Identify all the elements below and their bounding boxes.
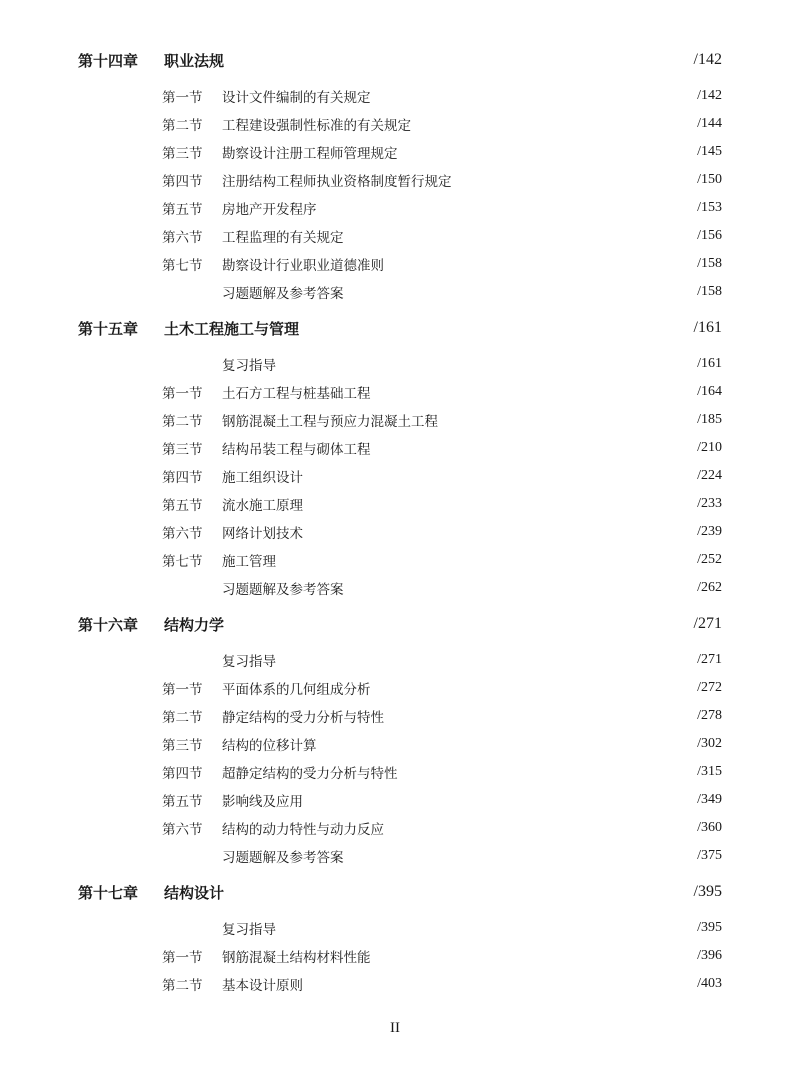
section-title: 基本设计原则 xyxy=(222,978,303,994)
section-row xyxy=(162,519,722,545)
section-title: 网络计划技术 xyxy=(222,526,303,542)
section-title: 勘察设计行业职业道德准则 xyxy=(222,258,384,274)
page-number: /375 xyxy=(697,848,722,863)
section-title: 结构的位移计算 xyxy=(222,738,317,754)
section-number: 第一节 xyxy=(162,386,203,402)
section-number: 第六节 xyxy=(162,822,203,838)
section-row xyxy=(162,915,722,941)
page-number: /153 xyxy=(697,200,722,215)
section-row xyxy=(162,815,722,841)
section-title: 超静定结构的受力分析与特性 xyxy=(222,766,398,782)
section-number: 第四节 xyxy=(162,470,203,486)
section-title: 习题题解及参考答案 xyxy=(222,582,344,598)
section-title: 流水施工原理 xyxy=(222,498,303,514)
page-number: /150 xyxy=(697,172,722,187)
page-number: /142 xyxy=(693,51,722,68)
chapter-number: 第十七章 xyxy=(78,883,139,902)
page-number: /252 xyxy=(697,552,722,567)
section-row xyxy=(162,379,722,405)
section-title: 复习指导 xyxy=(222,922,276,938)
section-row xyxy=(162,943,722,969)
page-number: /395 xyxy=(697,920,722,935)
section-row xyxy=(162,407,722,433)
section-row xyxy=(162,491,722,517)
section-row xyxy=(162,731,722,757)
chapter-title: 土木工程施工与管理 xyxy=(164,319,300,338)
chapter-number: 第十四章 xyxy=(78,51,139,70)
section-number: 第二节 xyxy=(162,710,203,726)
page-number: /210 xyxy=(697,440,722,455)
section-number: 第三节 xyxy=(162,738,203,754)
section-row xyxy=(162,547,722,573)
section-row xyxy=(162,139,722,165)
section-row xyxy=(162,279,722,305)
section-title: 房地产开发程序 xyxy=(222,202,317,218)
page-number: /271 xyxy=(697,652,722,667)
section-title: 习题题解及参考答案 xyxy=(222,850,344,866)
page-number: /360 xyxy=(697,820,722,835)
page-number: /224 xyxy=(697,468,722,483)
section-title: 复习指导 xyxy=(222,358,276,374)
page-number: /315 xyxy=(697,764,722,779)
section-title: 结构吊装工程与砌体工程 xyxy=(222,442,371,458)
section-number: 第七节 xyxy=(162,554,203,570)
page-number: /271 xyxy=(693,615,722,632)
section-number: 第一节 xyxy=(162,682,203,698)
section-row xyxy=(162,223,722,249)
section-title: 结构的动力特性与动力反应 xyxy=(222,822,384,838)
section-number: 第六节 xyxy=(162,230,203,246)
page-number: /272 xyxy=(697,680,722,695)
section-row xyxy=(162,787,722,813)
section-number: 第五节 xyxy=(162,498,203,514)
section-row xyxy=(162,759,722,785)
page-number: /158 xyxy=(697,256,722,271)
section-row xyxy=(162,435,722,461)
section-title: 注册结构工程师执业资格制度暂行规定 xyxy=(222,174,452,190)
page-number: /403 xyxy=(697,976,722,991)
page-number: /262 xyxy=(697,580,722,595)
section-number: 第三节 xyxy=(162,146,203,162)
chapter-row xyxy=(78,45,722,75)
section-row xyxy=(162,575,722,601)
section-title: 钢筋混凝土工程与预应力混凝土工程 xyxy=(222,414,438,430)
section-row xyxy=(162,703,722,729)
page-number: /233 xyxy=(697,496,722,511)
page-number: /395 xyxy=(693,883,722,900)
section-number: 第二节 xyxy=(162,414,203,430)
section-number: 第五节 xyxy=(162,794,203,810)
section-number: 第六节 xyxy=(162,526,203,542)
section-row xyxy=(162,167,722,193)
section-row xyxy=(162,647,722,673)
page-number: /396 xyxy=(697,948,722,963)
section-title: 施工管理 xyxy=(222,554,276,570)
section-title: 复习指导 xyxy=(222,654,276,670)
section-title: 设计文件编制的有关规定 xyxy=(222,90,371,106)
section-number: 第四节 xyxy=(162,174,203,190)
page-number: /164 xyxy=(697,384,722,399)
chapter-number: 第十五章 xyxy=(78,319,139,338)
page-number: /161 xyxy=(697,356,722,371)
section-number: 第三节 xyxy=(162,442,203,458)
section-number: 第一节 xyxy=(162,950,203,966)
chapter-row xyxy=(78,877,722,907)
section-number: 第五节 xyxy=(162,202,203,218)
chapter-title: 结构设计 xyxy=(164,883,225,902)
section-number: 第二节 xyxy=(162,978,203,994)
section-title: 平面体系的几何组成分析 xyxy=(222,682,371,698)
section-row xyxy=(162,351,722,377)
page-number: /185 xyxy=(697,412,722,427)
page-number: /145 xyxy=(697,144,722,159)
section-title: 习题题解及参考答案 xyxy=(222,286,344,302)
section-title: 钢筋混凝土结构材料性能 xyxy=(222,950,371,966)
section-number: 第二节 xyxy=(162,118,203,134)
page-number: /156 xyxy=(697,228,722,243)
section-row xyxy=(162,971,722,997)
page-number: /349 xyxy=(697,792,722,807)
section-number: 第四节 xyxy=(162,766,203,782)
section-title: 静定结构的受力分析与特性 xyxy=(222,710,384,726)
section-row xyxy=(162,843,722,869)
chapter-number: 第十六章 xyxy=(78,615,139,634)
page-number: /142 xyxy=(697,88,722,103)
section-title: 工程监理的有关规定 xyxy=(222,230,344,246)
chapter-title: 结构力学 xyxy=(164,615,225,634)
section-row xyxy=(162,195,722,221)
section-number: 第七节 xyxy=(162,258,203,274)
section-title: 土石方工程与桩基础工程 xyxy=(222,386,371,402)
section-row xyxy=(162,675,722,701)
chapter-row xyxy=(78,313,722,343)
page-number: /161 xyxy=(693,319,722,336)
chapter-title: 职业法规 xyxy=(164,51,225,70)
section-title: 影响线及应用 xyxy=(222,794,303,810)
page-number: /144 xyxy=(697,116,722,131)
section-row xyxy=(162,111,722,137)
section-row xyxy=(162,251,722,277)
page-number: /158 xyxy=(697,284,722,299)
page-number: /302 xyxy=(697,736,722,751)
page-number: /239 xyxy=(697,524,722,539)
section-title: 勘察设计注册工程师管理规定 xyxy=(222,146,398,162)
section-title: 工程建设强制性标准的有关规定 xyxy=(222,118,411,134)
section-row xyxy=(162,463,722,489)
section-row xyxy=(162,83,722,109)
page-folio: II xyxy=(390,1020,400,1036)
chapter-row xyxy=(78,609,722,639)
page-number: /278 xyxy=(697,708,722,723)
section-title: 施工组织设计 xyxy=(222,470,303,486)
section-number: 第一节 xyxy=(162,90,203,106)
